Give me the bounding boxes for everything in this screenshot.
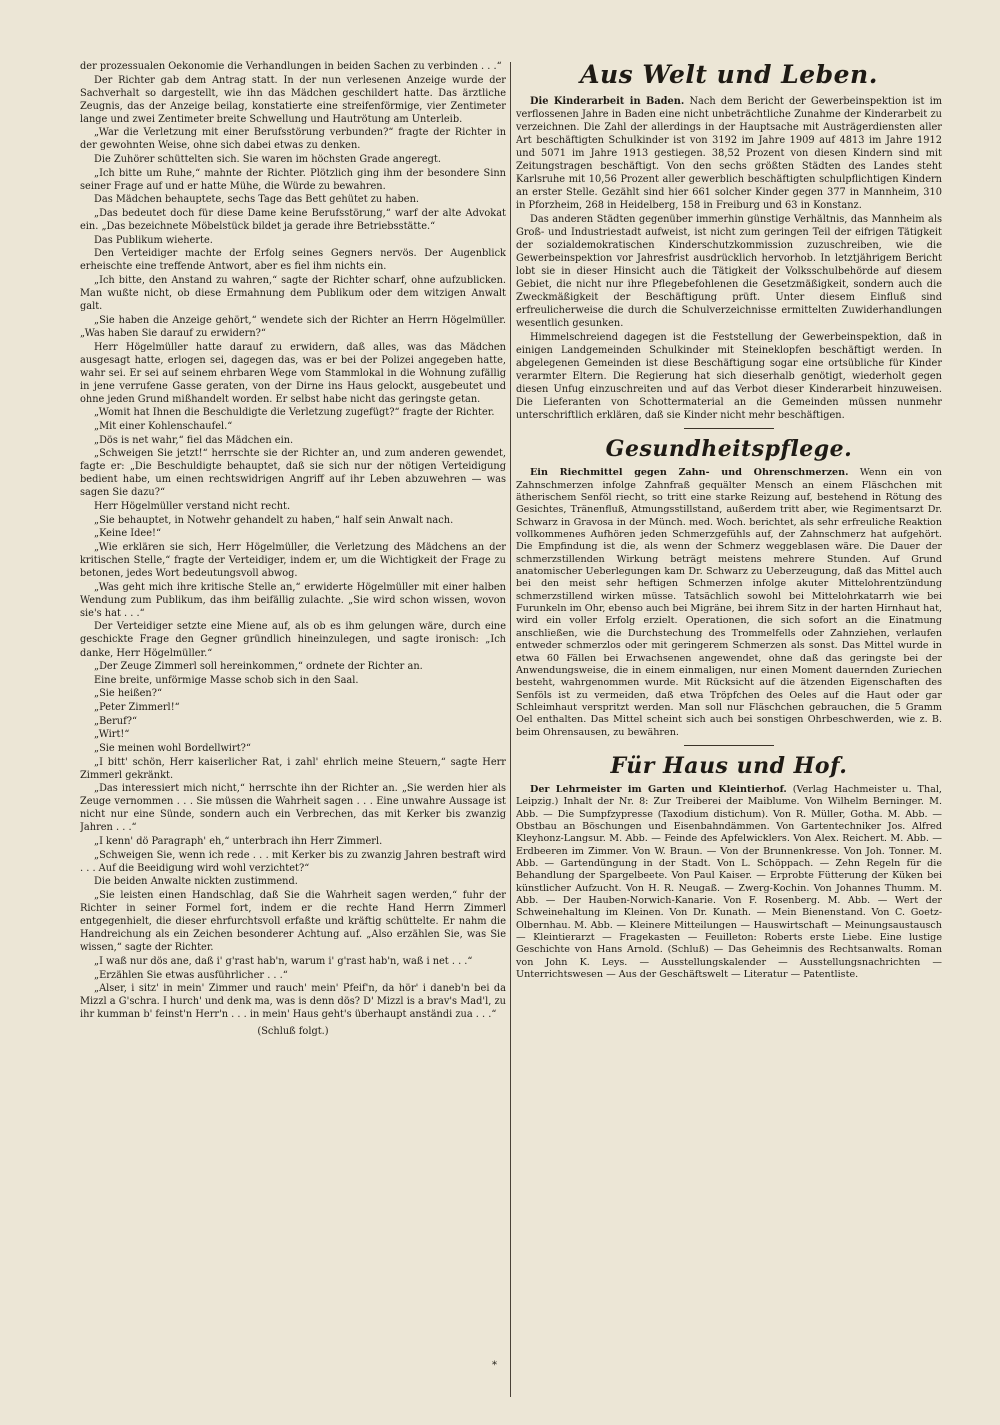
story-paragraph: „Sie behauptet, in Notwehr gehandelt zu haben,“ half sein Anwalt nach. bbox=[94, 514, 454, 526]
section-heading-fuer-haus-und-hof: Für Haus und Hof. bbox=[610, 752, 848, 779]
story-paragraph: „Sie heißen?“ bbox=[94, 688, 162, 700]
story-paragraph: „Womit hat Ihnen die Beschuldigte die Verletzung zugefügt?“ fragte der Richter. bbox=[94, 407, 495, 419]
article-lead-riechmittel: Ein Riechmittel gegen Zahn- und Ohrenschmerzen. bbox=[530, 467, 849, 479]
story-paragraph: Herr Högelmüller hatte darauf zu erwidern, daß alles, was das Mädchen ausgesagt hatte, erlogen sei, dagegen das, was er bei der Polizei angegeben hatte, wahr sei. Er sei auf seinem ehrbaren Wege vom Stammlokal in die Wohnung zufällig in jene verrufene Gasse geraten, von der Dirne ins Haus gelockt, ausgebeutet und ohne jeden Grund mißhandelt worden. Er selbst habe nicht das geringste getan. bbox=[80, 341, 506, 405]
section-heading-gesundheitspflege: Gesundheitspflege. bbox=[605, 436, 853, 463]
story-paragraph: Das Publikum wieherte. bbox=[94, 234, 213, 246]
section-divider bbox=[684, 428, 774, 429]
story-paragraph: „Sie meinen wohl Bordellwirt?“ bbox=[94, 743, 251, 755]
story-paragraph: „Keine Idee!“ bbox=[94, 528, 161, 540]
article-lead-kinderarbeit: Die Kinderarbeit in Baden. bbox=[530, 96, 685, 107]
story-paragraph: „I bitt' schön, Herr kaiserlicher Rat, i zahl' ehrlich meine Steuern,“ sagte Herr Zimmerl gekränkt. bbox=[80, 756, 506, 781]
story-paragraph: Das Mädchen behauptete, sechs Tage das Bett gehütet zu haben. bbox=[94, 194, 419, 206]
story-paragraph: „Peter Zimmerl!“ bbox=[94, 702, 180, 714]
article-kinderarbeit-p3: Himmelschreiend dagegen ist die Feststellung der Gewerbeinspektion, daß in einigen Landgemeinden Schulkinder mit Steineklopfen beschäftigt werden. In abgelegenen Gemeinden ist diese Beschäftigung sogar eine ortsübliche für Kinder verarmter Eltern. Die Regierung hat sich dieserhalb genötigt, wiederholt gegen diesen Unfug einzuschreiten und auf das Verbot dieser Kinderarbeit hinzuweisen. Die Lieferanten von Schottermaterial an die Gemeinden müssen nunmehr unterschriftlich erklären, daß sie Kinder nicht mehr beschäftigen. bbox=[516, 332, 942, 422]
story-paragraph: Den Verteidiger machte der Erfolg seines Gegners nervös. Der Augenblick erheischte eine treffende Antwort, aber es fiel ihm nichts ein. bbox=[80, 248, 506, 273]
story-paragraph: „I kenn' dö Paragraph' eh,“ unterbrach ihn Herr Zimmerl. bbox=[94, 836, 383, 848]
story-paragraph: Herr Högelmüller verstand nicht recht. bbox=[94, 501, 291, 513]
story-paragraph: „Mit einer Kohlenschaufel.“ bbox=[94, 420, 233, 432]
story-paragraph: „Was geht mich ihre kritische Stelle an,“ erwiderte Högelmüller mit einer halben Wendung zum Publikum, das ihm beifällig zulachte. „Sie wird schon wissen, wovon sie's hat . . .“ bbox=[80, 581, 506, 619]
story-paragraph: Der Richter gab dem Antrag statt. In der nun verlesenen Anzeige wurde der Sachverhalt so dargestellt, wie ihn das Mädchen geschildert hatte. Das ärztliche Zeugnis, das der Anzeige beilag, konstatierte eine streifenförmige, vier Zentimeter lange und zwei Zentimeter breite Schwellung und Hautrötung am Unterleib. bbox=[80, 74, 506, 125]
story-paragraph: Der Verteidiger setzte eine Miene auf, als ob es ihm gelungen wäre, durch eine geschickte Frage den Gegner gründlich hineinzulegen, und sagte ironisch: „Ich danke, Herr Högelmüller.“ bbox=[80, 621, 506, 659]
article-riechmittel: Ein Riechmittel gegen Zahn- und Ohrenschmerzen. Wenn ein von Zahnschmerzen infolge Zahnfraß gequälter Mensch an einem Fläschchen mit ätherischem Senföl riecht, so tritt eine starke Reizung auf, bestehend in Rötung des Gesichtes, Tränenfluß, Atmungsstillstand, außerdem tritt aber, wie Regimentsarzt Dr. Schwarz in Gravosa in der Münch. med. Woch. berichtet, als sehr erfreuliche Reaktion vollkommenes Aufhören jeden Schmerzgefühls auf, der Zahnschmerz hat aufgehört. Die Empfindung ist die, als wenn der Schmerz weggeblasen wäre. Die Dauer der schmerzstillenden Wirkung beträgt meistens mehrere Stunden. Auf Grund anatomischer Ueberlegungen kam Dr. Schwarz zu Ueberzeugung, daß das Mittel auch bei den meist sehr heftigen Schmerzen infolge akuter Mittelohrentzündung schmerzstillend wirken müsse. Tatsächlich sowohl bei Mittelohrkatarrh wie bei Furunkeln im Ohr, ebenso auch bei Migräne, bei ihrem Sitz in der harten Hirnhaut hat, wird ein voller Erfolg erzielt. Operationen, die sich sofort an die Einatmung anschließen, wie die Durchstechung des Trommelfells oder Zahnziehen, verlaufen entweder schmerzlos oder mit geringerem Schmerzen als sonst. Das Mittel wurde in etwa 60 Fällen bei Erwachsenen angewendet, ohne daß das geringste bei der Anwendungsweise, die in einem einmaligen, nur einen Moment dauernden Zuriechen besteht, wahrgenommen wurde. Mit Rücksicht auf die ätzenden Eigenschaften des Senföls ist zu vermeiden, daß etwa Tröpfchen des Oeles auf die Haut oder gar Schleimhaut verspritzt werden. Man soll nur Fläschchen gebrauchen, die 5 Gramm Oel enthalten. Das Mittel scheint sich auch bei sonstigen Ohrbeschwerden, wie z. B. beim Ohrensausen, zu bewähren. bbox=[516, 467, 942, 738]
story-paragraph: „Schweigen Sie jetzt!“ herrschte sie der Richter an, und zum anderen gewendet, fagte er: „Die Beschuldigte behauptet, daß sie sich nur der nötigen Verteidigung bedient habe, um einen rechtswidrigen Angriff auf ihr Leben abzuwehren — was sagen Sie dazu?“ bbox=[80, 448, 506, 499]
story-paragraph: Die Zuhörer schüttelten sich. Sie waren im höchsten Grade angeregt. bbox=[94, 154, 441, 166]
section-fuer-haus-und-hof bbox=[516, 753, 942, 982]
section-heading-aus-welt-und-leben: Aus Welt und Leben. bbox=[580, 60, 878, 89]
story-paragraph: „Das interessiert mich nicht,“ herrschte ihn der Richter an. „Sie werden hier als Zeuge vernommen . . . Sie müssen die Wahrheit sagen . . . Eine unwahre Aussage ist nicht nur eine Sünde, sondern auch ein Verbrechen, das mit Kerker bis zwanzig Jahren . . .“ bbox=[80, 783, 506, 834]
story-paragraph: „Das bedeutet doch für diese Dame keine Berufsstörung,“ warf der alte Advokat ein. „Das bezeichnete Möbelstück bildet ja gerade ihre Betriebsstätte.“ bbox=[80, 208, 506, 233]
article-kinderarbeit-p2: Das anderen Städten gegenüber immerhin günstige Verhältnis, das Mannheim als Groß- und Industriestadt aufweist, ist nicht zum geringen Teil der eifrigen Tätigkeit der sozialdemokratischen Kinderschutzkommission zuzuschreiben, wie die Gewerbeinspektion vor Jahresfrist ausdrücklich hervorhob. In letztjährigem Bericht lobt sie in dieser Hinsicht auch die Tätigkeit der Volksschulbehörde auf diesem Gebiet, die nicht nur ihre Pflegebefohlenen die Gesetzmäßigkeit, sondern auch die Zweckmäßigkeit der Beschäftigung prüft. Unter diesem Einfluß sind erfreulicherweise die durch die Schulverzeichnisse ermittelten Zuwiderhandlungen wesentlich gesunken. bbox=[516, 214, 942, 330]
section-gesundheitspflege bbox=[516, 436, 942, 739]
story-paragraph: „Der Zeuge Zimmerl soll hereinkommen,“ ordnete der Richter an. bbox=[94, 661, 423, 673]
right-column bbox=[516, 60, 942, 1385]
story-paragraph: „I waß nur dös ane, daß i' g'rast hab'n, warum i' g'rast hab'n, waß i net . . .“ bbox=[94, 955, 473, 967]
story-paragraph: „Erzählen Sie etwas ausführlicher . . .“ bbox=[94, 969, 288, 981]
section-aus-welt-und-leben bbox=[516, 60, 942, 422]
story-paragraph: „Ich bitte um Ruhe,“ mahnte der Richter. Plötzlich ging ihm der besondere Sinn seiner Frage auf und er hatte Mühe, die Würde zu bewahren. bbox=[80, 167, 506, 192]
story-paragraph: „War die Verletzung mit einer Berufsstörung verbunden?“ fragte der Richter in der gewohnten Weise, ohne sich dabei etwas zu denken. bbox=[80, 127, 506, 152]
left-column-story bbox=[80, 60, 506, 1385]
story-paragraph: Eine breite, unförmige Masse schob sich in den Saal. bbox=[94, 674, 359, 686]
story-paragraph: „Dös is net wahr,“ fiel das Mädchen ein. bbox=[94, 434, 294, 446]
story-paragraph: „Sie haben die Anzeige gehört,“ wendete sich der Richter an Herrn Högelmüller. „Was haben Sie darauf zu erwidern?“ bbox=[80, 314, 506, 339]
story-paragraph: „Sie leisten einen Handschlag, daß Sie die Wahrheit sagen werden,“ fuhr der Richter in seiner Formel fort, indem er die rechte Hand Herrn Zimmerl entgegenhielt, die dieser ehrfurchtsvoll erfaßte und kräftig schüttelte. Er nahm die Handreichung als ein Zeichen besonderer Achtung auf. „Also erzählen Sie, was Sie wissen,“ sagte der Richter. bbox=[80, 890, 506, 954]
story-paragraph: der prozessualen Oekonomie die Verhandlungen in beiden Sachen zu verbinden . . .“ bbox=[80, 61, 502, 72]
article-lehrmeister: Der Lehrmeister im Garten und Kleintierhof. (Verlag Hachmeister u. Thal, Leipzig.) Inhalt der Nr. 8: Zur Treiberei der Maiblume. Von Wilhelm Berninger. M. Abb. — Die Sumpfzypresse (Taxodium distichum). Von R. Müller, Gotha. M. Abb. — Obstbau an Böschungen und Eisenbahndämmen. Von Gartentechniker Jos. Alfred Kleyhonz-Langsur. M. Abb. — Feinde des Apfelwicklers. Von Alex. Reichert. M. Abb. — Erdbeeren im Zimmer. Von W. Braun. — Von der Brunnenkresse. Von Joh. Tonner. M. Abb. — Gartendüngung in der Stadt. Von L. Schöppach. — Zehn Regeln für die Behandlung der Spargelbeete. Von Paul Kaiser. — Erprobte Fütterung der Küken bei künstlicher Aufzucht. Von H. R. Neugaß. — Zwerg-Kochin. Von Johannes Thumm. M. Abb. — Der Hauben-Norwich-Kanarie. Von F. Rosenberg. M. Abb. — Wert der Schweinehaltung im Kleinen. Von Dr. Kunath. — Mein Bienenstand. Von C. Goetz-Olbernhau. M. Abb. — Kleinere Mitteilungen — Hauswirtschaft — Meinungsaustausch — Kleintierarzt — Fragekasten — Feuilleton: Roberts erste Liebe. Eine lustige Geschichte von Hans Arnold. (Schluß) — Das Geheimnis des Rechtsanwalts. Roman von John K. Leys. — Ausstellungskalender — Ausstellungsnachrichten — Unterrichtswesen — Aus der Geschäftswelt — Literatur — Patentliste. bbox=[516, 783, 942, 981]
story-paragraph: „Schweigen Sie, wenn ich rede . . . mit Kerker bis zu zwanzig Jahren bestraft wird . . . Auf die Beeidigung wird wohl verzichtet?“ bbox=[80, 849, 506, 874]
story-paragraph: „Ich bitte, den Anstand zu wahren,“ sagte der Richter scharf, ohne aufzublicken. Man wußte nicht, ob diese Ermahnung dem Publikum oder dem witzigen Anwalt galt. bbox=[80, 275, 506, 313]
article-lead-lehrmeister: Der Lehrmeister im Garten und Kleintierhof. bbox=[530, 783, 787, 795]
page-mark: * bbox=[492, 1360, 497, 1371]
story-paragraph: „Wirt!“ bbox=[94, 729, 130, 741]
story-paragraph: „Wie erklären sie sich, Herr Högelmüller, die Verletzung des Mädchens an der kritischen Stelle,“ fragte der Verteidiger, indem er, um die Wichtigkeit der Frage zu betonen, jedes Wort bedeutungsvoll abwog. bbox=[80, 541, 506, 580]
continued-note: (Schluß folgt.) bbox=[257, 1026, 329, 1038]
story-paragraph: Die beiden Anwalte nickten zustimmend. bbox=[94, 876, 298, 888]
story-paragraph: „Alser, i sitz' in mein' Zimmer und rauch' mein' Pfeif'n, da hör' i daneb'n bei da Mizzl a G'schra. I hurch' und denk ma, was is denn dös? D' Mizzl is a brav's Mad'l, zu ihr kumman b' feinst'n Herr'n . . . in mein' Haus geht's überhaupt anständi zua . . .“ bbox=[80, 983, 506, 1021]
column-divider bbox=[510, 62, 511, 1397]
article-kinderarbeit-p1: Die Kinderarbeit in Baden. Nach dem Bericht der Gewerbeinspektion ist im verflossenen Jahre in Baden eine nicht unbeträchtliche Zunahme der Kinderarbeit zu verzeichnen. Die Zahl der allerdings in der Hauptsache mit Austrägerdiensten aller Art beschäftigten Schulkinder ist von 3192 im Jahre 1909 auf 4813 im Jahre 1912 und 5071 im Jahre 1913 gestiegen. 38,52 Prozent von diesen Kindern sind mit Zeitungstragen beschäftigt. Von den sechs größten Städten des Landes steht Karlsruhe mit 10,56 Prozent aller gewerblich beschäftigten schulpflichtigen Kindern an erster Stelle. Gezählt sind hier 661 solcher Kinder gegen 377 in Mannheim, 310 in Pforzheim, 268 in Heidelberg, 158 in Freiburg und 63 in Konstanz. bbox=[516, 96, 942, 212]
story-paragraph: „Beruf?“ bbox=[94, 715, 137, 727]
section-divider bbox=[684, 745, 774, 746]
